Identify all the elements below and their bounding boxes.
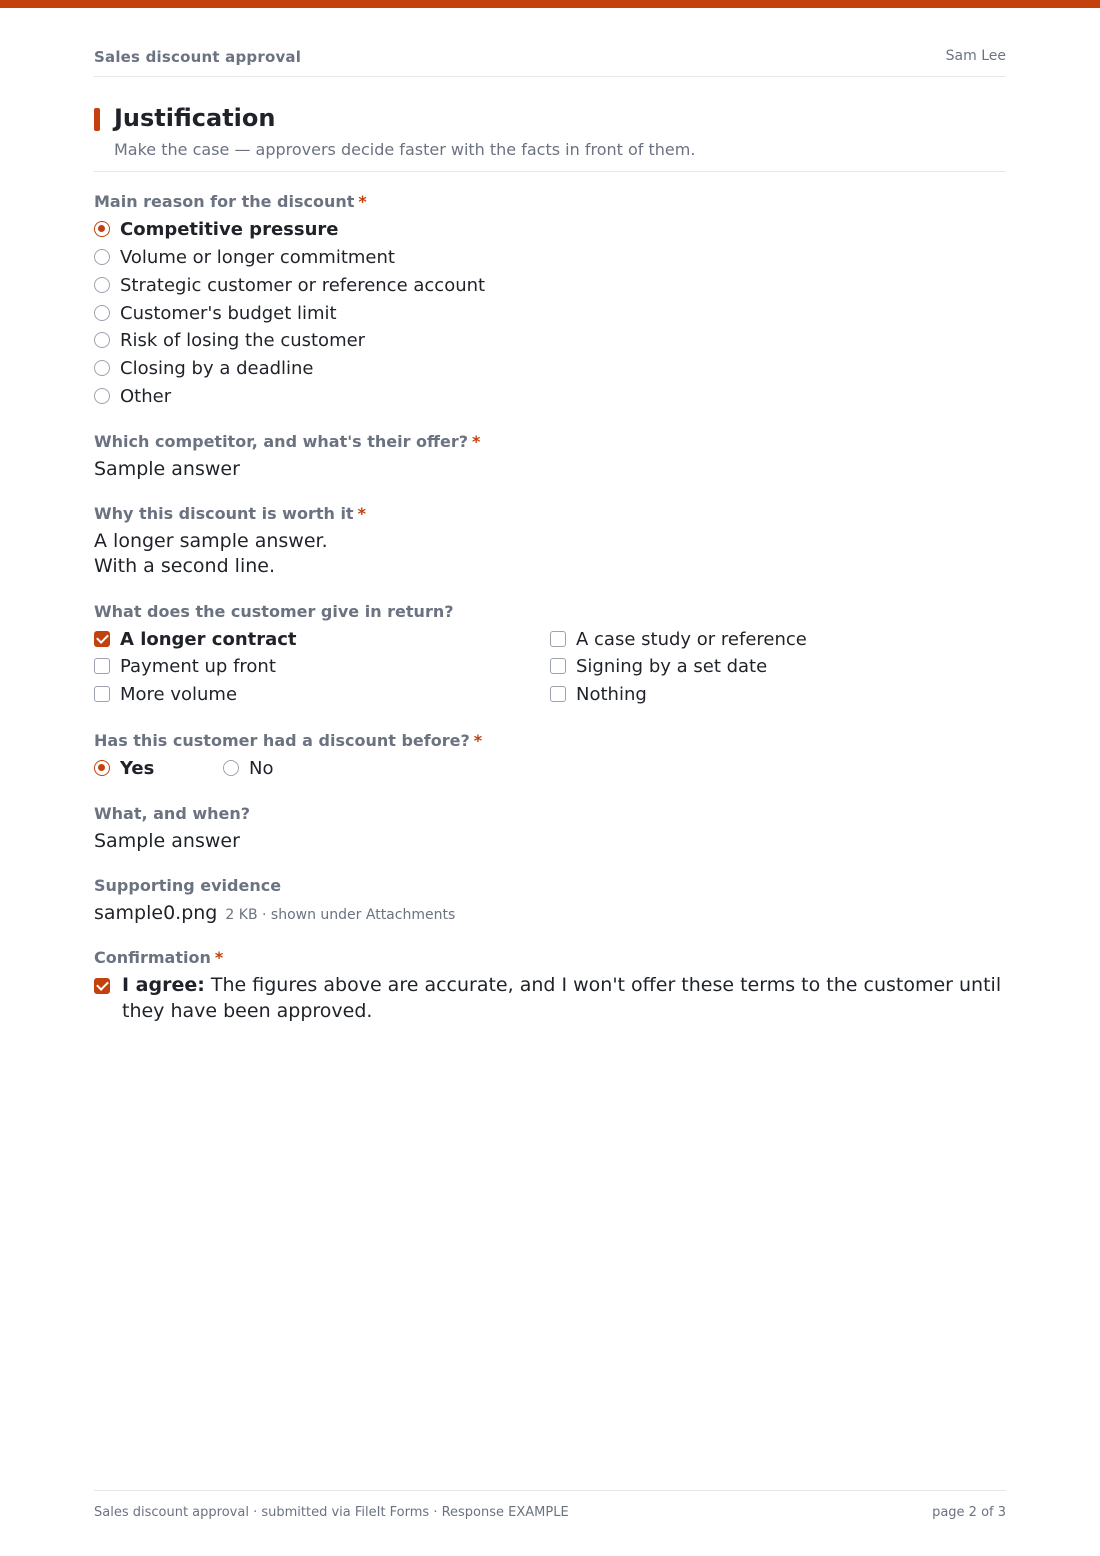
option-label: Other (120, 385, 172, 407)
agree-label: I agree: (122, 974, 205, 996)
answer-competitor: Sample answer (94, 458, 240, 480)
radio-empty-icon (94, 249, 110, 265)
checkbox-empty-icon (550, 658, 566, 674)
section-accent-bar (94, 108, 100, 131)
question-label-in-return (94, 602, 454, 621)
option-label: A longer contract (120, 628, 297, 650)
radio-option-other[interactable] (94, 384, 171, 408)
question-text: Has this customer had a discount before? (94, 731, 470, 750)
option-label: Payment up front (120, 655, 276, 677)
radio-empty-icon (94, 305, 110, 321)
radio-option-deadline[interactable] (94, 356, 314, 380)
required-marker: * (214, 948, 224, 967)
checkbox-nothing[interactable] (550, 682, 647, 706)
question-label-what-when (94, 804, 250, 823)
question-label-evidence (94, 876, 281, 895)
agree-statement: The figures above are accurate, and I won't offer these terms to the customer until they have been approved. (122, 974, 1002, 1022)
option-label: Customer's budget limit (120, 302, 337, 324)
confirmation-checkbox[interactable] (94, 972, 1006, 1024)
checkbox-longer-contract[interactable] (94, 627, 297, 651)
question-label-main-reason (94, 192, 367, 211)
answer-line: A longer sample answer. (94, 530, 328, 552)
radio-empty-icon (94, 277, 110, 293)
question-label-prior-discount (94, 731, 482, 750)
top-accent-bar (0, 0, 1100, 8)
checkbox-case-study[interactable] (550, 627, 807, 651)
user-name: Sam Lee (945, 48, 1006, 64)
section-title: Justification (114, 104, 276, 132)
checkbox-empty-icon (94, 658, 110, 674)
question-text: What does the customer give in return? (94, 602, 454, 621)
attachment-meta: 2 KB · shown under Attachments (225, 907, 456, 923)
question-text: What, and when? (94, 804, 251, 823)
question-text: Confirmation (94, 948, 211, 967)
attachment-entry (94, 901, 455, 928)
radio-empty-icon (94, 388, 110, 404)
radio-option-competitive-pressure[interactable] (94, 217, 338, 241)
checkbox-checked-icon (94, 631, 110, 647)
option-label: Volume or longer commitment (120, 246, 395, 268)
option-label: Nothing (576, 683, 647, 705)
radio-empty-icon (94, 360, 110, 376)
checkbox-signing-date[interactable] (550, 654, 767, 678)
option-label: Closing by a deadline (120, 357, 314, 379)
form-name: Sales discount approval (94, 48, 302, 66)
checkbox-payment-up-front[interactable] (94, 654, 276, 678)
page-footer (94, 1490, 1006, 1520)
radio-selected-icon (94, 760, 110, 776)
section-header (94, 104, 1006, 172)
radio-option-risk[interactable] (94, 328, 365, 352)
page-number: page 2 of 3 (932, 1505, 1006, 1520)
answer-line: With a second line. (94, 555, 275, 577)
required-marker: * (472, 432, 481, 451)
required-marker: * (473, 731, 483, 750)
option-label: Competitive pressure (120, 218, 339, 240)
section-subtitle: Make the case — approvers decide faster with the facts in front of them. (114, 140, 696, 159)
option-label: Yes (120, 757, 155, 779)
question-text: Why this discount is worth it (94, 504, 354, 523)
question-text: Which competitor, and what's their offer? (94, 432, 469, 451)
question-label-competitor (94, 432, 480, 451)
option-label: No (249, 757, 274, 779)
checkbox-empty-icon (94, 686, 110, 702)
checkbox-more-volume[interactable] (94, 682, 237, 706)
question-label-confirmation (94, 948, 223, 967)
radio-option-budget[interactable] (94, 301, 337, 325)
answer-worth-it (94, 529, 328, 579)
question-text: Main reason for the discount (94, 192, 355, 211)
checkbox-empty-icon (550, 686, 566, 702)
option-label: More volume (120, 683, 238, 705)
option-label: Signing by a set date (576, 655, 768, 677)
question-label-worth-it (94, 504, 366, 523)
radio-selected-icon (94, 221, 110, 237)
required-marker: * (357, 504, 366, 523)
page-header (94, 48, 1006, 77)
confirmation-text (122, 972, 1006, 1024)
radio-empty-icon (94, 332, 110, 348)
answer-what-when: Sample answer (94, 830, 240, 852)
radio-option-volume[interactable] (94, 245, 395, 269)
radio-option-no[interactable] (223, 756, 273, 780)
question-text: Supporting evidence (94, 876, 282, 895)
radio-option-strategic[interactable] (94, 273, 485, 297)
checkbox-empty-icon (550, 631, 566, 647)
footer-info: Sales discount approval · submitted via FileIt Forms · Response EXAMPLE (94, 1505, 569, 1520)
required-marker: * (358, 192, 367, 211)
radio-option-yes[interactable] (94, 756, 154, 780)
attachment-file-name[interactable]: sample0.png (94, 902, 218, 924)
option-label: Strategic customer or reference account (120, 274, 486, 296)
radio-empty-icon (223, 760, 239, 776)
option-label: Risk of losing the customer (120, 329, 366, 351)
checkbox-checked-icon (94, 978, 110, 994)
option-label: A case study or reference (576, 628, 807, 650)
